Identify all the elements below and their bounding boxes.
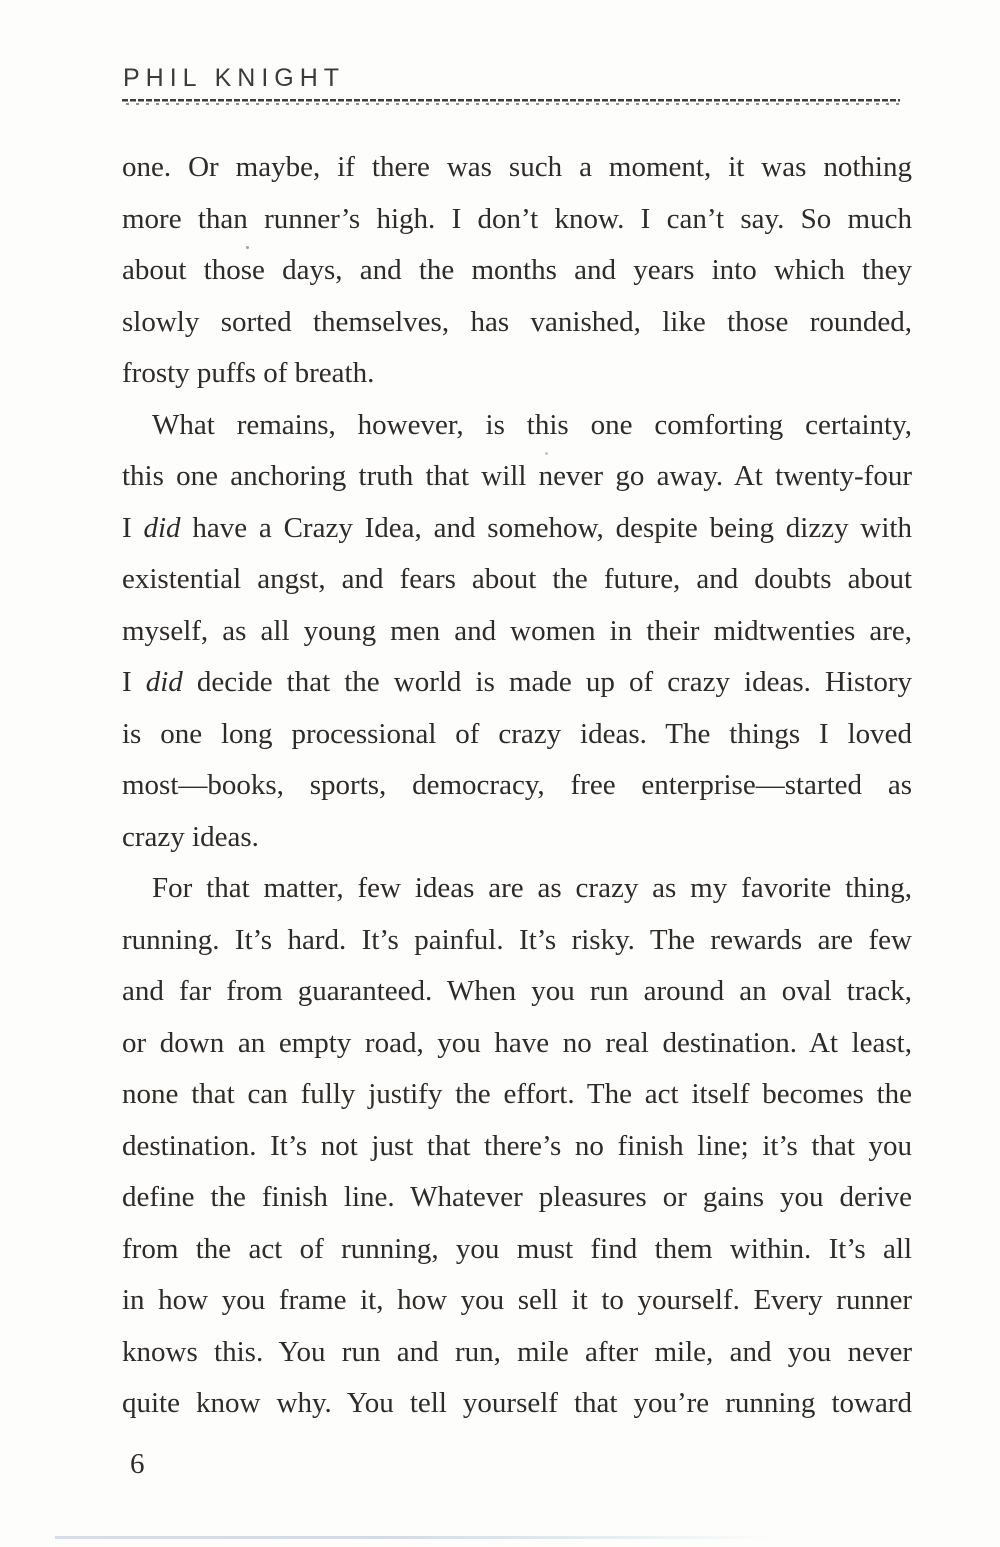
text-line: most—books, sports, democracy, free enterprise—started as [122,769,912,801]
text-line: For that matter, few ideas are as crazy as my favorite thing, [152,872,912,904]
page-bottom-scan-line [55,1536,775,1539]
text-line: this one anchoring truth that will never go away. At twenty-four [122,460,912,492]
body-text [122,142,912,1430]
text-line: quite know why. You tell yourself that you’re running toward [122,1387,912,1419]
text-line: or down an empty road, you have no real destination. At least, [122,1026,912,1059]
scan-speck [545,452,548,455]
text-line: none that can fully justify the effort. The act itself becomes the [122,1078,912,1110]
text-line: about those days, and the months and years into which they [122,254,912,286]
text-line: slowly sorted themselves, has vanished, like those rounded, [122,305,912,338]
text-line: knows this. You run and run, mile after mile, and you never [122,1335,912,1368]
text-line: I did decide that the world is made up of crazy ideas. History [122,666,912,698]
text-line: one. Or maybe, if there was such a moment, it was nothing [122,151,912,183]
text-line: frosty puffs of breath. [122,357,375,389]
text-line: myself, as all young men and women in their midtwenties are, [122,614,912,647]
text-line: is one long processional of crazy ideas. The things I loved [122,717,912,750]
text-line: define the finish line. Whatever pleasures or gains you derive [122,1181,912,1213]
text-line: I did have a Crazy Idea, and somehow, despite being dizzy with [122,511,912,544]
text-line: running. It’s hard. It’s painful. It’s risky. The rewards are few [122,923,912,956]
text-line: in how you frame it, how you sell it to yourself. Every runner [122,1284,912,1316]
text-line: and far from guaranteed. When you run around an oval track, [122,975,912,1007]
running-header: PHIL KNIGHT [123,64,346,92]
text-line: destination. It’s not just that there’s no finish line; it’s that you [122,1129,912,1162]
scan-speck [246,246,249,249]
text-line: crazy ideas. [122,820,259,853]
page-number: 6 [130,1448,145,1480]
text-line: from the act of running, you must find them within. It’s all [122,1232,912,1265]
text-line: existential angst, and fears about the future, and doubts about [122,563,912,595]
header-rule [122,99,900,105]
text-line: more than runner’s high. I don’t know. I can’t say. So much [122,202,912,235]
text-line: What remains, however, is this one comforting certainty, [152,408,912,441]
